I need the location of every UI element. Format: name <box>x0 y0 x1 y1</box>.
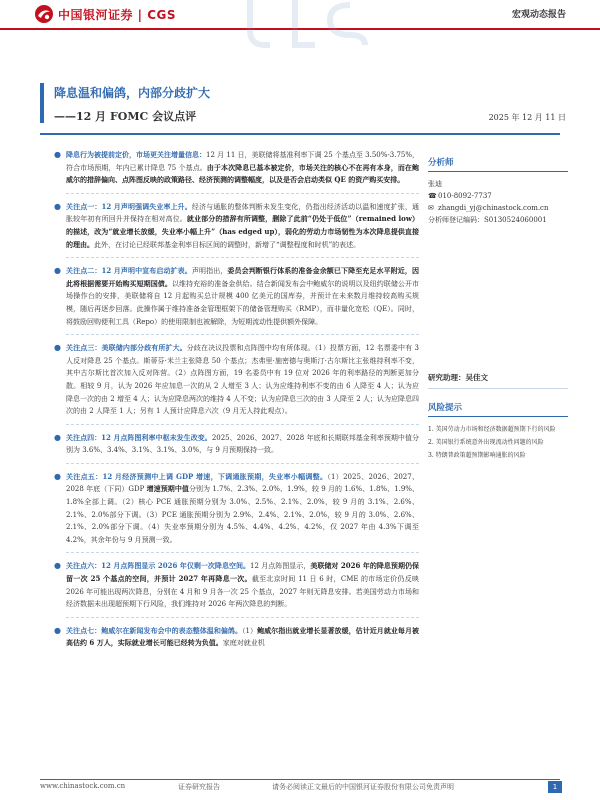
bullet-icon: ● <box>54 266 61 276</box>
paragraph-text: 分歧在决议投票和点阵图中均有所体现。（1）投票方面，12 名票委中有 3 人反对降息 25 个基点。斯蒂芬·米兰主张降息 50 个基点；杰弗里·施密德与奥斯汀·古尔斯比主张维持利率不变，其中古尔斯比首次加入反对阵营。（2）点阵图方面，19 名委员中有 19 位对 2026 年的利率路径的判断更加分散。相较 9 月，认为 2026 年应加息一次的从 2 人增至 3 人；认为应维持利率不变的由 6 人降至 4 人；认为应降息一次的由 2 增至 4 人；认为应降息两次的维持 4 人不变；认为应降息三次的由 3 人降至 2 人；认为应降息四次的由 2 人降至 1 人；另有 1 人预计应降息六次（9 月无人持此观点）。 <box>66 344 419 416</box>
title-accent-bar <box>40 83 44 123</box>
footer-rule <box>40 779 560 780</box>
sidebar <box>428 156 568 462</box>
bullet-icon: ● <box>54 201 61 211</box>
paragraph-text: 声明指出， <box>191 267 228 276</box>
bullet-icon: ● <box>54 343 61 353</box>
paragraph-emphasis: 增速预期中值 <box>146 484 189 494</box>
risk-item: 3. 特朗普政策超预期影响通胀的风险 <box>428 452 526 459</box>
paragraph-lead: 关注点七：鲍威尔在新闻发布会中的表态整体温和偏鸽。 <box>66 625 243 635</box>
analyst-name: 张迪 <box>428 180 442 188</box>
sidebar-rule <box>428 416 568 417</box>
paragraph-divider <box>66 617 419 619</box>
paragraph-lead: 关注点四：12 月点阵图利率中枢未发生改变。 <box>66 432 212 442</box>
bullet-icon: ● <box>54 432 61 442</box>
report-type: 宏观动态报告 <box>511 10 566 20</box>
report-subtitle: ——12 月 FOMC 会议点评 <box>54 110 197 123</box>
paragraph-lead: 关注点三：美联储内部分歧有所扩大。 <box>66 343 187 353</box>
paragraph-4 <box>54 432 419 457</box>
page-number: 1 <box>548 781 562 793</box>
paragraph-6 <box>54 560 419 610</box>
paragraph-divider <box>66 424 419 426</box>
paragraph-7 <box>54 625 419 650</box>
paragraph-3 <box>54 342 419 418</box>
paragraph-emphasis: 美联储对 2026 年的降息预期仍保留一次 25 个基点的空间，并预计 2027 年再降息一次。 <box>66 561 419 584</box>
paragraph-lead: 关注点六：12 月点阵图显示 2026 年仅剩一次降息空间。 <box>66 561 251 571</box>
bullet-icon: ● <box>54 150 61 159</box>
paragraph-text: （1） <box>242 626 258 635</box>
risk-heading: 风险提示 <box>428 403 463 413</box>
paragraph-emphasis: 鲍威尔指出就业增长显著放缓，估计近月就业每月被高估约 6 万人，实际就业增长可能已经转为负值。 <box>66 625 419 648</box>
research-assistant: 研究助理：吴佳文 <box>428 373 488 382</box>
paragraph-0 <box>54 149 419 187</box>
risk-item: 2. 美国银行系统意外出现流动性问题的风险 <box>428 439 544 446</box>
watermark-logo-icon <box>210 0 390 50</box>
sidebar-rule <box>428 171 568 172</box>
bullet-icon: ● <box>54 625 61 635</box>
bullet-icon: ● <box>54 471 61 481</box>
report-title: 降息温和偏鸽，内部分歧扩大 <box>54 86 211 100</box>
paragraph-divider <box>66 552 419 554</box>
paragraph-lead: 关注点一：12 月声明强调失业率上升。 <box>66 201 192 211</box>
paragraph-emphasis: 由于本次降息已基本被定价，市场关注的核心不在再有本身，而在鲍威尔的措辞偏向、点阵图反映的政策路径、经济预测的调整幅度，以及是否会启动类似 QE 的资产购买安排。 <box>66 162 419 185</box>
report-date: 2025 年 12 月 11 日 <box>488 113 566 122</box>
paragraph-divider <box>66 463 419 465</box>
paragraph-text: 以维持充裕的准备金供给。结合新闻发布会中鲍威尔的说明以及纽约联储公开市场操作台的安排，美联储将自 12 月起购买总计规模 400 亿美元的国库券，并预计在未来数月维持较高购买规模，随后再逐步回落。此操作属于维持准备金管理框架下的储备管理购买（RMP），而非量化宽松（QE）。同时，将鼓励回购便利工具（Repo）的使用限制也被解除，为短期流动性提供额外保障。 <box>66 279 420 326</box>
paragraph-text: 分别为 1.7%、2.3%、2.0%、1.9%，较 9 月的 1.6%、1.8%、1.9%、1.8%全部上调。（2）核心 PCE 通胀预期分别为 3.0%、2.5%、2.1%、2.0%，较 9 月的 3.1%、2.6%、2.1%、2.0%部分下调。（3）PCE 通胀预期分别为 2.9%、2.4%、2.1%、2.0%，较 9 月的 3.0%、2.6%、2.1%、2.0%部分下调。（4）失业率预期分别为 4.5%、4.4%、4.2%、4.2%，仅 2027 年由 4.3%下调至 4.2%，其余年份与 9 月预测一致。 <box>66 485 420 544</box>
analyst-heading: 分析师 <box>428 158 454 168</box>
analyst-phone <box>428 190 568 202</box>
paragraph-text: 家庭对就业机 <box>222 639 265 648</box>
paragraph-divider <box>66 257 419 259</box>
paragraph-emphasis: 就业部分的措辞有所调整，删除了此前“仍处于低位”（remained low）的描述，改为“就业增长放缓，失业率小幅上升”（has edged up），弱化的劳动力市场韧性为本次降息提供直接的理由。 <box>66 214 419 249</box>
phone-icon: ☎ <box>428 192 437 200</box>
paragraph-divider <box>66 334 419 336</box>
paragraph-text: 此外，在讨论已经联邦基金利率目标区间的调整时，新增了“调整程度和时机”的表述。 <box>94 240 361 249</box>
sidebar-spacer <box>428 226 568 372</box>
paragraph-text: 截至北京时间 11 日 6 时，CME 的市场定价仍反映 2026 年可能出现两次降息，分别在 4 月和 9 月各一次 25 个基点，2027 年则无降息安排。若美国劳动力市场和经济数据未出现超预期下行风险，我们维持对 2026 年两次降息的判断。 <box>66 575 419 609</box>
email-address[interactable]: zhangdi_yj@chinastock.com.cn <box>438 204 549 212</box>
email-icon: ✉ <box>428 204 434 212</box>
footer-disclaimer: 请务必阅读正文最后的中国银河证券股份有限公司免责声明 <box>272 783 454 791</box>
paragraph-text: 12 月 11 日，美联储将基准利率下调 25 个基点至 3.50%-3.75%，符合市场预期，年内已累计降息 75 个基点。 <box>66 151 420 172</box>
cgs-logo-icon <box>34 4 54 24</box>
main-content <box>54 149 419 650</box>
paragraph-divider <box>66 193 419 195</box>
paragraph-5 <box>54 471 419 547</box>
paragraph-text: 12 月点阵图显示， <box>250 562 311 571</box>
risk-item: 1. 美国劳动力市场和经济数据超预期下行的风险 <box>428 426 556 433</box>
footer-department: 证券研究报告 <box>178 783 220 791</box>
paragraph-text: （1）2025、2026、2027、2028 年底（下同）GDP <box>66 472 419 494</box>
title-rule <box>40 133 560 135</box>
sidebar-rule <box>428 388 568 389</box>
bullet-icon: ● <box>54 561 61 571</box>
paragraph-lead: 关注点五：12 月经济预测中上调 GDP 增速，下调通胀预期，失业率小幅调整。 <box>66 471 328 481</box>
paragraph-lead: 降息行为被提前定价，市场更关注增量信息： <box>66 150 207 159</box>
paragraph-emphasis: 委员会判断银行体系的准备金余额已下降至充足水平附近，因此将根据需要开始购买短期国债。 <box>66 266 420 288</box>
analyst-cert: 分析师登记编码：S0130524060001 <box>428 216 547 224</box>
phone-number: 010-8092-7737 <box>438 192 492 200</box>
brand-name: 中国银河证券 | CGS <box>58 8 177 22</box>
analyst-email[interactable] <box>428 202 568 214</box>
footer-website[interactable]: www.chinastock.com.cn <box>40 782 126 790</box>
paragraph-text: 经济与通胀的整体判断未发生变化，仍指出经济活动以温和速度扩张，通胀较年初有所回升并保持在相对高位。 <box>66 202 419 224</box>
paragraph-text: 2025、2026、2027、2028 年底和长期联邦基金利率预期中值分别为 3.6%、3.4%、3.1%、3.1%、3.0%，与 9 月预期保持一致。 <box>66 433 419 455</box>
paragraph-1 <box>54 201 419 251</box>
paragraph-2 <box>54 265 419 328</box>
paragraph-lead: 关注点二：12 月声明中宣布启动扩表。 <box>66 266 192 276</box>
